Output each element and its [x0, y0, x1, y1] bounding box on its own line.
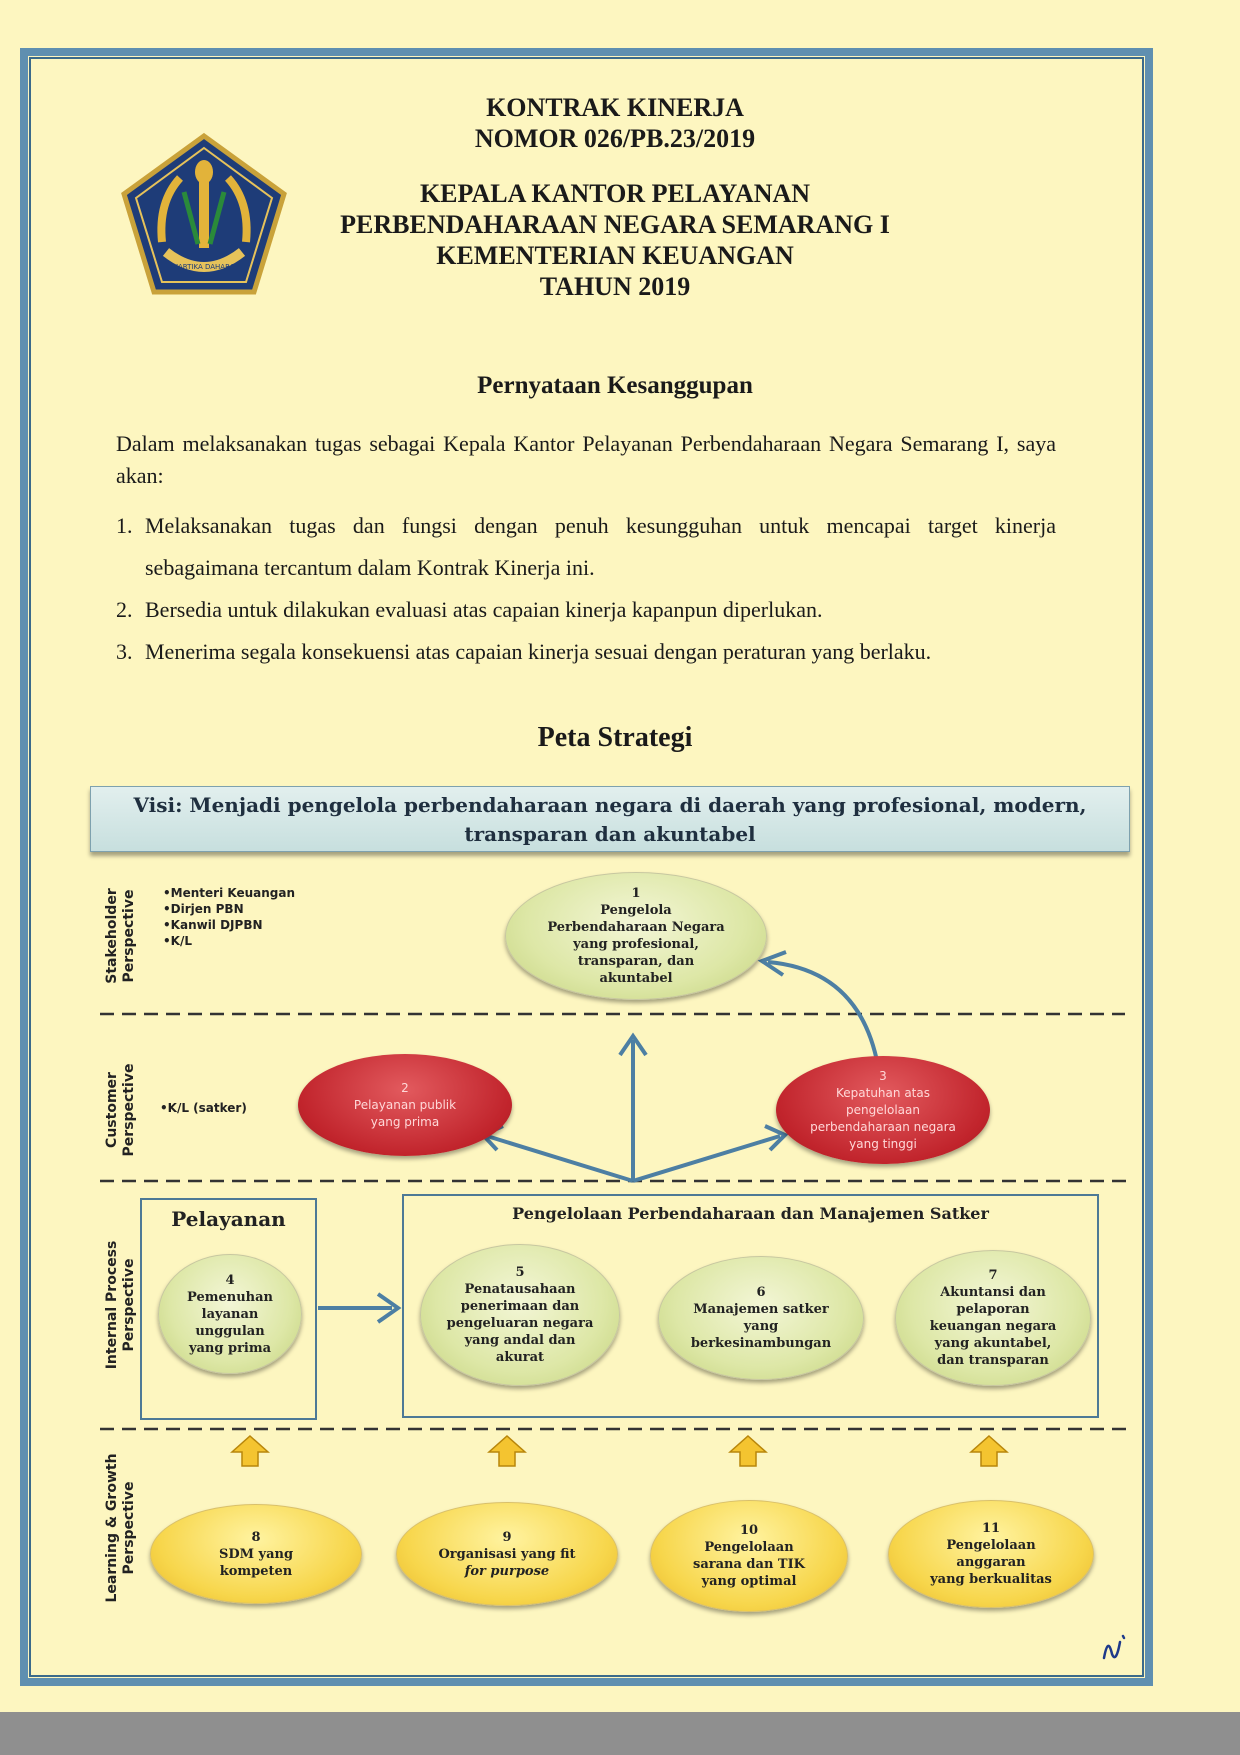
strategy-map-title: Peta Strategi [537, 722, 693, 753]
contract-title: KONTRAK KINERJA [486, 93, 744, 122]
list-item: 3. Menerima segala konsekuensi atas capaian kinerja sesuai dengan peraturan yang berlaku. [116, 639, 932, 664]
list-item: 1. Melaksanakan tugas dan fungsi dengan penuh kesungguhan untuk mencapai target kinerja sebagaimana tercantum dalam Kontrak Kinerja ini. [116, 513, 1056, 580]
node-9: 9 Organisasi yang fit for purpose [396, 1502, 618, 1606]
pelayanan-box-title: Pelayanan [171, 1207, 286, 1231]
org-line-2: PERBENDAHARAAN NEGARA SEMARANG I [340, 210, 890, 239]
node-2: 2 Pelayanan publik yang prima [298, 1054, 512, 1156]
node-10: 10 Pengelolaan sarana dan TIK yang optimal [650, 1500, 848, 1612]
stakeholder-list: •Menteri Keuangan •Dirjen PBN •Kanwil DJPBN •K/L [163, 886, 296, 948]
scan-margin [0, 1712, 1240, 1755]
node-11: 11 Pengelolaan anggaran yang berkualitas [888, 1500, 1094, 1608]
initial-signature [1100, 1628, 1130, 1668]
node-1: 1 Pengelola Perbendaharaan Negara yang profesional, transparan, dan akuntabel [505, 872, 767, 1000]
vision-banner: Visi: Menjadi pengelola perbendaharaan negara di daerah yang profesional, modern, transparan dan akuntabel [90, 786, 1130, 852]
org-line-3: KEMENTERIAN KEUANGAN [436, 241, 794, 270]
commitment-list [116, 505, 1056, 673]
org-line-4: TAHUN 2019 [539, 272, 691, 301]
contract-number: NOMOR 026/PB.23/2019 [474, 124, 756, 153]
node-4: 4 Pemenuhan layanan unggulan yang prima [158, 1254, 302, 1374]
node-8: 8 SDM yang kompeten [150, 1504, 362, 1604]
node-6: 6 Manajemen satker yang berkesinambungan [658, 1256, 864, 1380]
node-7: 7 Akuntansi dan pelaporan keuangan negara yang akuntabel, dan transparan [895, 1250, 1091, 1386]
list-item: 2. Bersedia untuk dilakukan evaluasi atas capaian kinerja kapanpun diperlukan. [116, 597, 823, 622]
ministry-logo [118, 132, 290, 302]
org-line-1: KEPALA KANTOR PELAYANAN [419, 179, 811, 208]
node-3: 3 Kepatuhan atas pengelolaan perbendaharaan negara yang tinggi [776, 1056, 990, 1164]
statement-intro: Dalam melaksanakan tugas sebagai Kepala Kantor Pelayanan Perbendaharaan Negara Semarang I, saya akan: [116, 431, 1056, 488]
document-page: KARTIKA DAHARA KONTRAK KINERJA NOMOR 026/PB.23/2019 KEPALA KANTOR PELAYANAN PERBENDAHARAAN NEGARA SEMARANG I KEMENTERIAN KEUANGAN TAHUN 2019 Pernyataan Kesanggupan Dalam melaksanakan tugas sebagai Kepala Kantor Pelayanan Perbendaharaan Negara Semarang I, saya akan: 1. Melaksanakan tugas dan fungsi dengan penuh kesungguhan untuk mencapai target kinerja sebagaimana tercantum dalam Kontrak Kinerja ini. 2. Bersedia untuk dilakukan evaluasi atas capaian kinerja kapanpun diperlukan. 3. Menerima segala konsekuensi atas capaian kinerja sesuai dengan peraturan yang berlaku. Peta Strategi Visi: Menjadi pengelola perbendaharaan negara di daerah yang profesional, modern, transparan dan akuntabel Stakeholder Perspective Customer Perspective Internal Process Perspective Learning & Growth Perspective •Menteri Keuangan •Dirjen PBN •Kanwil DJPBN •K/L •K/L (satker) Pelayanan Pengelolaan Perbendaharaan dan Manajemen Satker 1 Pengelola Perbendaharaan Negara yang profesional, transparan, dan akuntabel 2 Pelayanan publik yang prima 3 Kepatuhan atas pengelolaan perbendaharaan negara yang tinggi 4 Pemenuhan layanan unggulan yang prima 5 Penatausahaan penerimaan dan pengeluaran negara yang andal dan akurat 6 Manajemen satker yang berkesinambungan 7 Akuntansi dan pelaporan keuangan negara yang akuntabel, dan transparan 8 SDM yang kompeten 9 Organisasi yang fit for purpose 10 Pengelolaan sarana dan TIK yang optimal 11 Pengelolaan anggaran yang berkualitas [0, 0, 1240, 1712]
logo-lettering: KARTIKA DAHARA [173, 263, 235, 271]
pengelolaan-box-title: Pengelolaan Perbendaharaan dan Manajemen Satker [512, 1204, 989, 1223]
customer-list: •K/L (satker) [160, 1101, 247, 1115]
header [300, 92, 930, 302]
statement-title: Pernyataan Kesanggupan [477, 372, 753, 399]
node-5: 5 Penatausahaan penerimaan dan pengeluaran negara yang andal dan akurat [420, 1244, 620, 1386]
